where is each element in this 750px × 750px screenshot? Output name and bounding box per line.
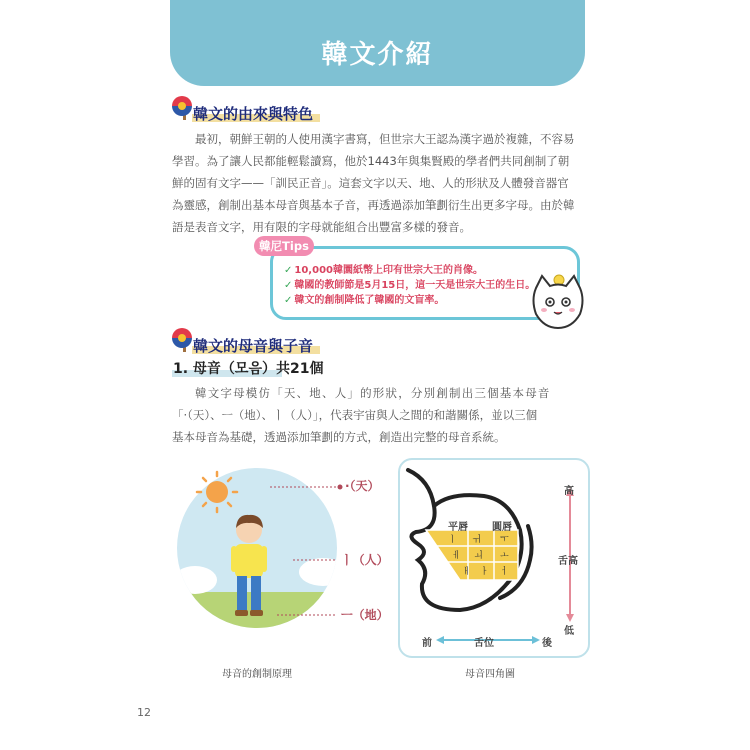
paragraph-line: 基本母音為基礎，透過添加筆劃的方式，創造出完整的母音系統。: [172, 430, 506, 444]
svg-text:ㅔ: ㅔ: [452, 551, 461, 561]
section-title-origin: 韓文的由來與特色: [193, 105, 314, 123]
round-lips-label: 圓唇: [492, 522, 512, 533]
tips-tag: 韓尼Tips: [254, 236, 314, 256]
vowel-origin-illustration: [175, 460, 389, 660]
low-label: 低: [564, 626, 574, 637]
vowel-paragraph: [172, 382, 592, 448]
svg-text:ㅏ: ㅏ: [480, 567, 489, 577]
svg-text:ㅣ: ㅣ: [448, 535, 457, 545]
taeguk-icon: [172, 96, 192, 116]
check-icon: ✓: [284, 265, 293, 276]
tip-item: ✓ 10,000韓圜紙幣上印有世宗大王的肖像。: [284, 265, 483, 276]
paragraph-line: 學習。為了讓人民都能輕鬆讀寫，他於1443年與集賢殿的學者們共同創制了朝: [172, 154, 570, 168]
paragraph-line: 為靈感，創制出基本母音與基本子音，再透過添加筆劃衍生出更多字母。由於韓: [172, 198, 575, 212]
svg-text:ㅓ: ㅓ: [500, 567, 509, 577]
vowel-subheading: 1. 母音（모음）共21個: [173, 361, 324, 377]
right-figure-caption: 母音四角圖: [465, 669, 515, 680]
svg-text:ㅐ: ㅐ: [462, 567, 471, 577]
earth-label: ㅡ（地）: [341, 608, 389, 622]
cat-mascot-icon: [530, 274, 586, 330]
svg-text:ㅜ: ㅜ: [500, 535, 509, 545]
tongue-height-label: 舌高: [558, 556, 578, 567]
left-figure-caption: 母音的創制原理: [222, 669, 292, 680]
page-title: 韓文介紹: [321, 40, 434, 70]
svg-text:ㅚ: ㅚ: [474, 551, 483, 561]
paragraph-line: 語是表音文字，用有限的字母就能組合出豐富多樣的發音。: [172, 220, 471, 234]
page-number: 12: [137, 706, 151, 719]
check-icon: ✓: [284, 280, 293, 291]
paragraph-line: 「·（天）、ㅡ（地）、ㅣ（人）」，代表宇宙與人之間的和諧關係，並以三個: [172, 408, 538, 422]
title-banner: [170, 0, 585, 86]
vowel-quadrilateral-illustration: [398, 458, 590, 658]
back-label: 後: [542, 638, 552, 649]
tongue-position-label: 舌位: [474, 638, 494, 649]
tip-item: ✓ 韓國的教師節是5月15日，這一天是世宗大王的生日。: [284, 280, 536, 291]
paragraph-line: 鮮的固有文字——「訓民正音」。這套文字以天、地、人的形狀及人體發音器官: [172, 176, 569, 190]
front-label: 前: [422, 638, 432, 649]
flat-lips-label: 平唇: [448, 522, 468, 533]
high-label: 高: [564, 486, 574, 497]
origin-paragraph: [172, 128, 592, 238]
svg-text:ㅟ: ㅟ: [472, 535, 481, 545]
tip-item: ✓ 韓文的創制降低了韓國的文盲率。: [284, 295, 445, 306]
paragraph-line: 最初，朝鮮王朝的人使用漢字書寫，但世宗大王認為漢字過於複雜，不容易: [195, 132, 575, 146]
human-label: ㅣ（人）: [341, 553, 389, 567]
svg-text:ㅗ: ㅗ: [500, 551, 509, 561]
check-icon: ✓: [284, 295, 293, 306]
paragraph-line: 韓文字母模仿「天、地、人」的形狀，分別創制出三個基本母音: [195, 386, 551, 400]
section-title-vowels-consonants: 韓文的母音與子音: [193, 337, 314, 355]
taeguk-icon: [172, 328, 192, 348]
heaven-label: ·（天）: [345, 479, 380, 493]
